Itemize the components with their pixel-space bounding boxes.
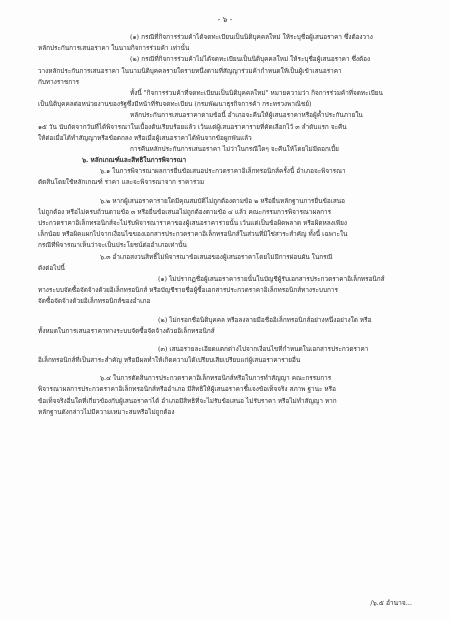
text-line: กรณีที่พิจารณาเห็นว่าจะเป็นประโยชน์ต่ออำเภอเท่านั้น — [38, 241, 187, 250]
text-line: ทั้งนี้ "กิจการร่วมค้าที่จดทะเบียนเป็นนิติบุคคลใหม่" หมายความว่า กิจการร่วมค้าที่จดทะเบียน — [130, 88, 383, 97]
text-line: ๑๕ วัน นับถัดจากวันที่ได้พิจารณาในเบื้องต้นเรียบร้อยแล้ว เว้นแต่ผู้เสนอราคารายที่คัดเลือกไว้ ๓ ลำดับแรก จะคืน — [38, 122, 347, 131]
text-line: จัดซื้อจัดจ้างด้วยอิเล็กทรอนิกส์ของอำเภอ — [38, 297, 151, 306]
text-line: พิจารณาผลการประกวดราคาอิเล็กทรอนิกส์หรืออำเภอ มีสิทธิให้ผู้เสนอราคาชี้แจงข้อเท็จจริง สภาพ ฐานะ หรือ — [38, 385, 336, 394]
paragraph-gap — [38, 366, 416, 373]
text-line: (๒) ไม่กรอกชื่อนิติบุคคล หรือลงลายมือชื่ออิเล็กทรอนิกส์อย่างหนึ่งอย่างใด หรือ — [158, 315, 372, 324]
text-line: การคืนหลักประกันการเสนอราคา ไม่ว่าในกรณีใดๆ จะคืนให้โดยไม่มีดอกเบี้ย — [130, 144, 339, 153]
text-line: เล็กน้อย หรือผิดแผกไปจากเงื่อนไขของเอกสารประกวดราคาอิเล็กทรอนิกส์ในส่วนที่มิใช่สาระสำคัญ ทั้งนี้ เฉพาะใน — [38, 230, 348, 239]
paragraph-gap — [38, 337, 416, 344]
text-line: เป็นนิติบุคคลต่อหน่วยงานของรัฐซึ่งมีหน้าที่รับจดทะเบียน (กรมพัฒนาธุรกิจการค้า กระทรวงพาณิชย์) — [38, 100, 312, 109]
text-line: วางหลักประกันการเสนอราคา ในนามนิติบุคคลรายใดรายหนึ่งตามที่สัญญาร่วมค้ากำหนดให้เป็นผู้เข้าเสนอราคา — [38, 66, 342, 75]
text-line: ดังต่อไปนี้ — [38, 263, 65, 272]
text-line: ๖.๒ หากผู้เสนอราคารายใดมีคุณสมบัติไม่ถูกต้องตามข้อ ๒ หรือยื่นหลักฐานการยื่นข้อเสนอ — [100, 196, 345, 205]
section-heading: ๖. หลักเกณฑ์และสิทธิในการพิจารณา — [82, 156, 187, 165]
text-line: หลักประกันการเสนอราคาตามข้อนี้ อำเภอจะคืนให้ผู้เสนอราคาหรือผู้ค้ำประกันภายใน — [130, 111, 363, 120]
text-line: (๒) กรณีที่กิจการร่วมค้าไม่ได้จดทะเบียนเป็นนิติบุคคลใหม่ ให้ระบุชื่อผู้เสนอราคา ซึ่งต้อง — [130, 55, 371, 64]
text-line: ทั้งหมดในการเสนอราคาทางระบบจัดซื้อจัดจ้างด้วยอิเล็กทรอนิกส์ — [38, 326, 215, 335]
next-page-reference: /๖.๕ อำนาจ... — [370, 599, 412, 607]
text-line: อิเล็กทรอนิกส์ที่เป็นสาระสำคัญ หรือมีผลทำให้เกิดความได้เปรียบเสียเปรียบแก่ผู้เสนอราคารายอื่น — [38, 356, 301, 365]
text-line: ๖.๑ ในการพิจารณาผลการยื่นข้อเสนอประกวดราคาอิเล็กทรอนิกส์ครั้งนี้ อำเภอจะพิจารณา — [100, 167, 346, 176]
document-body — [38, 32, 416, 418]
text-line: ๖.๓ อำเภอสงวนสิทธิ์ไม่พิจารณาข้อเสนอของผู้เสนอราคาโดยไม่มีการผ่อนผัน ในกรณี — [100, 252, 333, 261]
text-line: (๑) ไม่ปรากฏชื่อผู้เสนอราคารายนั้นในบัญชีผู้รับเอกสารประกวดราคาอิเล็กทรอนิกส์ — [158, 274, 385, 283]
text-line: (๑) กรณีที่กิจการร่วมค้าได้จดทะเบียนเป็นนิติบุคคลใหม่ ให้ระบุชื่อผู้เสนอราคา ซึ่งต้องวาง — [130, 33, 373, 41]
text-line: ข้อเท็จจริงอื่นใดที่เกี่ยวข้องกับผู้เสนอราคาได้ อำเภอมีสิทธิที่จะไม่รับข้อเสนอ ไม่รับราคา หรือไม่ทำสัญญา หาก — [38, 396, 337, 405]
text-line: ๖.๔ ในการตัดสินการประกวดราคาอิเล็กทรอนิกส์หรือในการทำสัญญา คณะกรรมการ — [100, 374, 332, 383]
text-line: หลักฐานดังกล่าวไม่มีความเหมาะสมหรือไม่ถูกต้อง — [38, 407, 175, 416]
text-line: (๓) เสนอรายละเอียดแตกต่างไปจากเงื่อนไขที่กำหนดในเอกสารประกวดราคา — [158, 344, 369, 353]
text-line: ทางระบบจัดซื้อจัดจ้างด้วยอิเล็กทรอนิกส์ หรือบัญชีรายชื่อผู้ซื้อเอกสารประกวดราคาอิเล็กทรอนิกส์ทางระบบการ — [38, 286, 338, 295]
page-number: - ๖ - — [217, 15, 233, 24]
paragraph-gap — [38, 189, 416, 196]
text-line: กับทางราชการ — [38, 77, 80, 86]
paragraph-gap — [38, 308, 416, 315]
text-line: ไม่ถูกต้อง หรือไม่ครบถ้วนตามข้อ ๓ หรือยื่นข้อเสนอไม่ถูกต้องตามข้อ ๔ แล้ว คณะกรรมการพิจารณาผลการ — [38, 207, 331, 216]
text-line: หลักประกันการเสนอราคา ในนามกิจการร่วมค้า เท่านั้น — [38, 44, 190, 53]
text-line: ประกวดราคาอิเล็กทรอนิกส์จะไม่รับพิจารณาราคาของผู้เสนอราคารายนั้น เว้นแต่เป็นข้อผิดพลาด หรือผิดหลงเพียง — [38, 219, 348, 227]
text-line: ตัดสินโดยใช้หลักเกณฑ์ ราคา และจะพิจารณาจาก ราคารวม — [38, 178, 205, 187]
text-line: ให้ต่อเมื่อได้ทำสัญญาหรือข้อตกลง หรือเมื่อผู้เสนอราคาได้พ้นจากข้อผูกพันแล้ว — [38, 133, 252, 142]
